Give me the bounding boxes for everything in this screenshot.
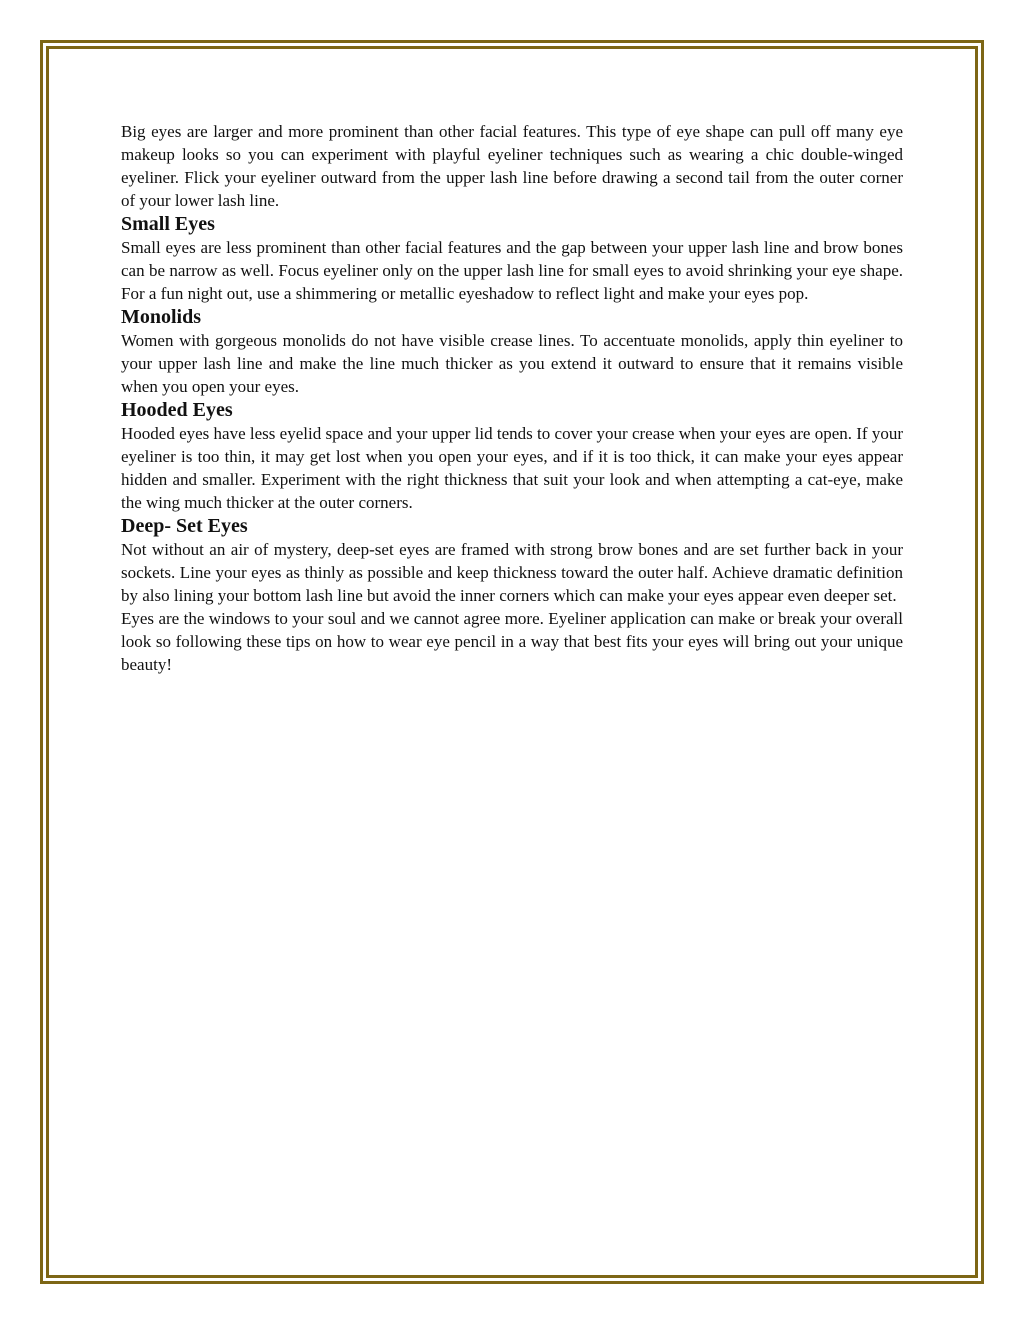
- document-body: [121, 120, 903, 676]
- conclusion-paragraph: Eyes are the windows to your soul and we cannot agree more. Eyeliner application can make or break your overall look so following these tips on how to wear eye pencil in a way that best fits your eyes will bring out your unique beauty!: [121, 609, 903, 674]
- heading-monolids: Monolids: [121, 306, 202, 328]
- paragraph-small-eyes: Small eyes are less prominent than other facial features and the gap between your upper lash line and brow bones can be narrow as well. Focus eyeliner only on the upper lash line for small eyes to avoid shrinking your eye shape. For a fun night out, use a shimmering or metallic eyeshadow to reflect light and make your eyes pop.: [121, 238, 903, 303]
- intro-paragraph: Big eyes are larger and more prominent than other facial features. This type of eye shape can pull off many eye makeup looks so you can experiment with playful eyeliner techniques such as wearing a chic double-winged eyeliner. Flick your eyeliner outward from the upper lash line before drawing a second tail from the outer corner of your lower lash line.: [121, 122, 903, 210]
- heading-small-eyes: Small Eyes: [121, 213, 215, 235]
- paragraph-hooded-eyes: Hooded eyes have less eyelid space and your upper lid tends to cover your crease when your eyes are open. If your eyeliner is too thin, it may get lost when you open your eyes, and if it is too thick, it can make your eyes appear hidden and smaller. Experiment with the right thickness that suit your look and when attempting a cat-eye, make the wing much thicker at the outer corners.: [121, 424, 903, 512]
- heading-deep-set-eyes: Deep- Set Eyes: [121, 515, 248, 537]
- paragraph-deep-set-eyes: Not without an air of mystery, deep-set eyes are framed with strong brow bones and are set further back in your sockets. Line your eyes as thinly as possible and keep thickness toward the outer half. Achieve dramatic definition by also lining your bottom lash line but avoid the inner corners which can make your eyes appear even deeper set.: [121, 540, 903, 605]
- paragraph-monolids: Women with gorgeous monolids do not have visible crease lines. To accentuate monolids, apply thin eyeliner to your upper lash line and make the line much thicker as you extend it outward to ensure that it remains visible when you open your eyes.: [121, 331, 903, 396]
- heading-hooded-eyes: Hooded Eyes: [121, 399, 233, 421]
